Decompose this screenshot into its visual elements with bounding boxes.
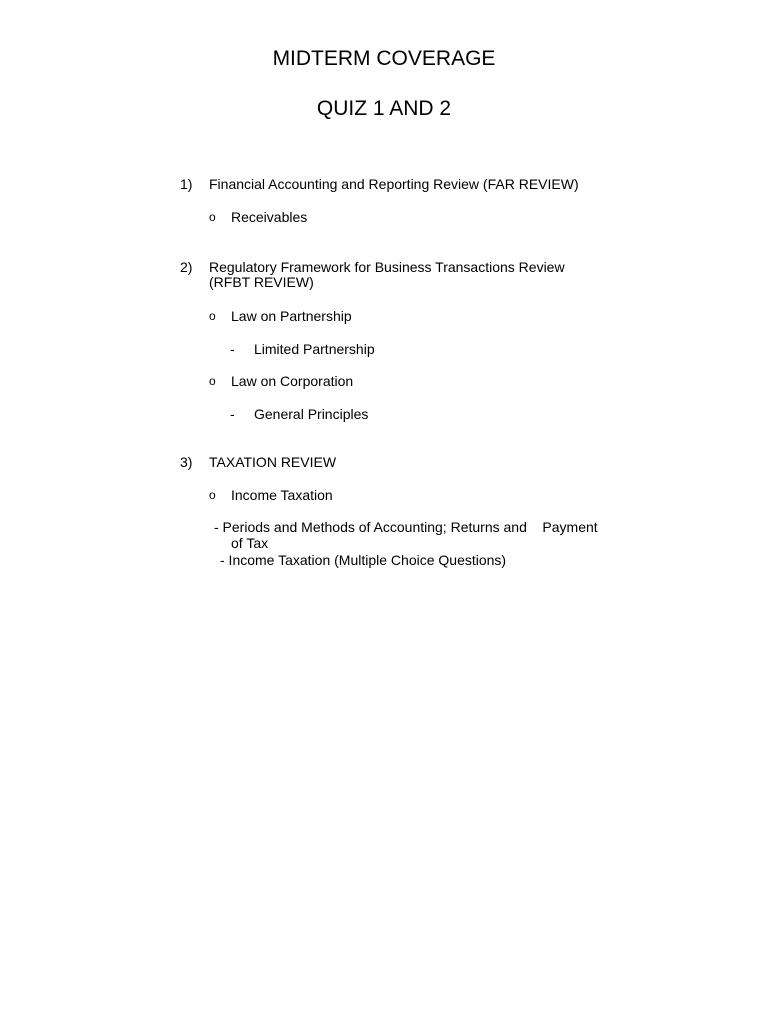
section-number: 2) (180, 259, 193, 275)
list-item-receivables: Receivables (231, 209, 308, 225)
bullet-marker: o (209, 374, 216, 388)
section-heading-line-2: (RFBT REVIEW) (209, 274, 314, 290)
section-number: 1) (180, 176, 193, 192)
document-title: MIDTERM COVERAGE (272, 47, 496, 70)
bullet-marker: o (209, 488, 216, 502)
bullet-marker: o (209, 309, 216, 323)
note-line-3: - Income Taxation (Multiple Choice Questions) (220, 552, 507, 568)
dash-marker: - (230, 406, 235, 422)
document-subtitle: QUIZ 1 AND 2 (316, 97, 452, 120)
list-item-law-on-partnership: Law on Partnership (231, 308, 352, 324)
section-number: 3) (180, 454, 193, 470)
note-line-2: of Tax (231, 535, 269, 551)
sub-item-general-principles: General Principles (254, 406, 369, 422)
section-heading-line-1: Regulatory Framework for Business Transactions Review (209, 259, 565, 275)
note-line-1: - Periods and Methods of Accounting; Returns and Payment (214, 519, 598, 535)
list-item-income-taxation: Income Taxation (231, 487, 333, 503)
section-heading: Financial Accounting and Reporting Review (FAR REVIEW) (209, 176, 579, 192)
bullet-marker: o (209, 210, 216, 224)
dash-marker: - (230, 341, 235, 357)
sub-item-limited-partnership: Limited Partnership (254, 341, 375, 357)
list-item-law-on-corporation: Law on Corporation (231, 373, 354, 389)
section-heading: TAXATION REVIEW (209, 454, 337, 470)
